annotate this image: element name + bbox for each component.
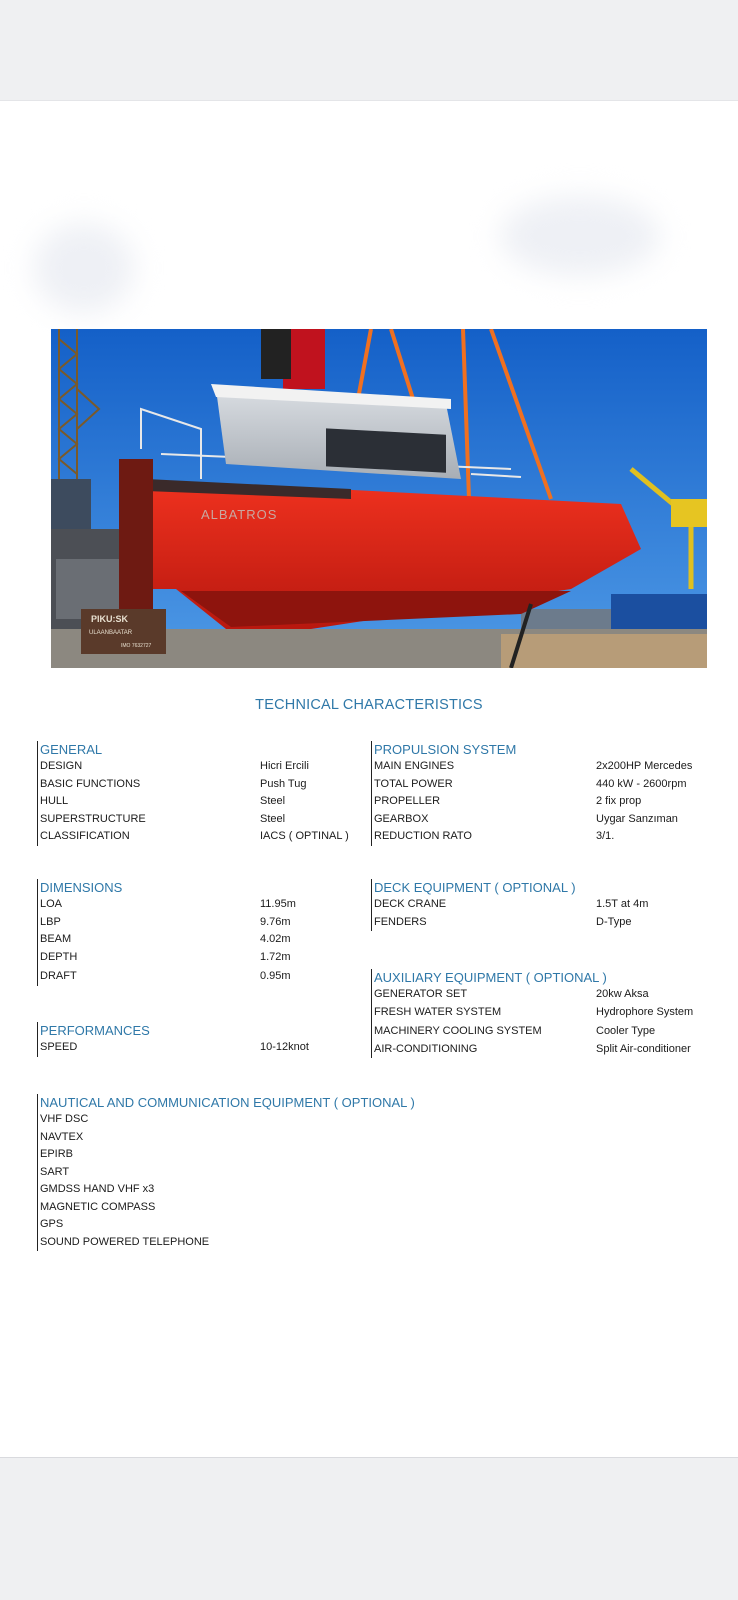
spec-value: 4.02m (260, 933, 291, 945)
section-title: DECK EQUIPMENT ( OPTIONAL ) (374, 880, 576, 895)
section-title: NAUTICAL AND COMMUNICATION EQUIPMENT ( OPTIONAL ) (40, 1095, 415, 1110)
propulsion-section (371, 741, 693, 846)
spec-value: Hydrophore System (596, 1005, 694, 1018)
list-item: MAGNETIC COMPASS (40, 1200, 156, 1213)
spec-value: Cooler Type (596, 1025, 656, 1037)
spec-row (40, 793, 286, 811)
spec-label: MACHINERY COOLING SYSTEM (374, 1025, 542, 1037)
document-page (0, 100, 738, 1458)
spec-row (40, 896, 296, 914)
spec-row (374, 828, 615, 846)
list-item: SOUND POWERED TELEPHONE (40, 1235, 210, 1248)
spec-label: REDUCTION RATO (374, 830, 472, 842)
section-title: DIMENSIONS (40, 880, 123, 895)
spec-value: 2x200HP Mercedes (596, 760, 693, 772)
spec-label: MAIN ENGINES (374, 760, 455, 772)
spec-label: DECK CRANE (374, 898, 447, 910)
spec-row (40, 1039, 309, 1057)
spec-label: TOTAL POWER (374, 777, 453, 790)
spec-row (40, 968, 291, 986)
spec-row (40, 758, 309, 776)
sign-text-3: IMO 7632727 (121, 643, 152, 649)
section-title: PERFORMANCES (40, 1023, 150, 1038)
section-title: GENERAL (40, 742, 103, 757)
spec-row (40, 931, 291, 949)
sign-text-2: ULAANBAATAR (89, 630, 133, 636)
spec-value: 1.5T at 4m (596, 898, 649, 910)
spec-label: GENERATOR SET (374, 988, 468, 1000)
performances-section (37, 1022, 309, 1057)
spec-row (40, 949, 291, 967)
boat-name-text: ALBATROS (201, 507, 278, 522)
spec-value: 1.72m (260, 950, 291, 963)
spec-row (374, 758, 693, 776)
spec-label: CLASSIFICATION (40, 830, 130, 842)
spec-value: Uygar Sanzıman (596, 812, 678, 825)
general-section (37, 741, 349, 846)
spec-value: 3/1. (596, 830, 615, 842)
spec-label: FENDERS (374, 915, 427, 928)
spec-row (40, 914, 291, 932)
spec-label: LOA (40, 898, 63, 910)
spec-label: SPEED (40, 1041, 78, 1053)
spec-value: Steel (260, 795, 286, 807)
spec-row (374, 776, 687, 794)
spec-value: 2 fix prop (596, 795, 642, 807)
spec-label: HULL (40, 795, 69, 807)
spec-label: FRESH WATER SYSTEM (374, 1005, 502, 1018)
spec-label: DEPTH (40, 950, 78, 963)
spec-label: DESIGN (40, 760, 83, 772)
list-item: EPIRB (40, 1148, 74, 1160)
spec-row (374, 793, 642, 811)
section-title: AUXILIARY EQUIPMENT ( OPTIONAL ) (374, 970, 607, 985)
blurred-region-right (500, 196, 660, 276)
spec-label: SUPERSTRUCTURE (40, 812, 146, 825)
spec-row (40, 828, 349, 846)
spec-label: DRAFT (40, 970, 77, 982)
tugboat-illustration (51, 329, 707, 668)
spec-value: D-Type (596, 915, 632, 928)
spec-row (374, 1004, 694, 1022)
spec-label: BASIC FUNCTIONS (40, 777, 141, 790)
spec-row (374, 986, 649, 1004)
spec-value: 11.95m (260, 898, 296, 910)
list-item: GPS (40, 1218, 64, 1230)
spec-value: 440 kW - 2600rpm (596, 777, 687, 790)
spec-row (374, 811, 678, 829)
spec-row (374, 1023, 656, 1041)
spec-label: GEARBOX (374, 812, 429, 825)
nautical-equipment-section (37, 1094, 415, 1251)
spec-value: Split Air-conditioner (596, 1042, 691, 1055)
auxiliary-equipment-section (371, 969, 694, 1058)
spec-label: LBP (40, 915, 61, 928)
dimensions-section (37, 879, 296, 986)
spec-value: 10-12knot (260, 1041, 309, 1053)
spec-label: AIR-CONDITIONING (374, 1042, 478, 1055)
spec-value: Push Tug (260, 777, 307, 790)
spec-label: PROPELLER (374, 795, 441, 807)
list-item: SART (40, 1165, 70, 1178)
spec-row (40, 776, 307, 794)
list-item: GMDSS HAND VHF x3 (40, 1183, 155, 1195)
spec-row (374, 896, 649, 914)
spec-value: Steel (260, 812, 286, 825)
spec-value: 9.76m (260, 915, 291, 928)
spec-row (374, 914, 632, 932)
spec-label: BEAM (40, 933, 72, 945)
spec-value: IACS ( OPTINAL ) (260, 830, 349, 842)
list-item: NAVTEX (40, 1130, 84, 1143)
deck-equipment-section (371, 879, 649, 931)
spec-value: 0.95m (260, 970, 291, 982)
spec-value: 20kw Aksa (596, 988, 649, 1000)
sign-text-1: PIKU:SK (91, 614, 129, 624)
spec-value: Hicri Ercili (260, 760, 309, 772)
page-heading: TECHNICAL CHARACTERISTICS (255, 697, 483, 713)
blurred-region-left (34, 223, 134, 313)
list-item: VHF DSC (40, 1113, 89, 1125)
section-title: PROPULSION SYSTEM (374, 742, 517, 757)
boat-photo (51, 329, 707, 668)
spec-row (374, 1041, 691, 1059)
spec-row (40, 811, 286, 829)
